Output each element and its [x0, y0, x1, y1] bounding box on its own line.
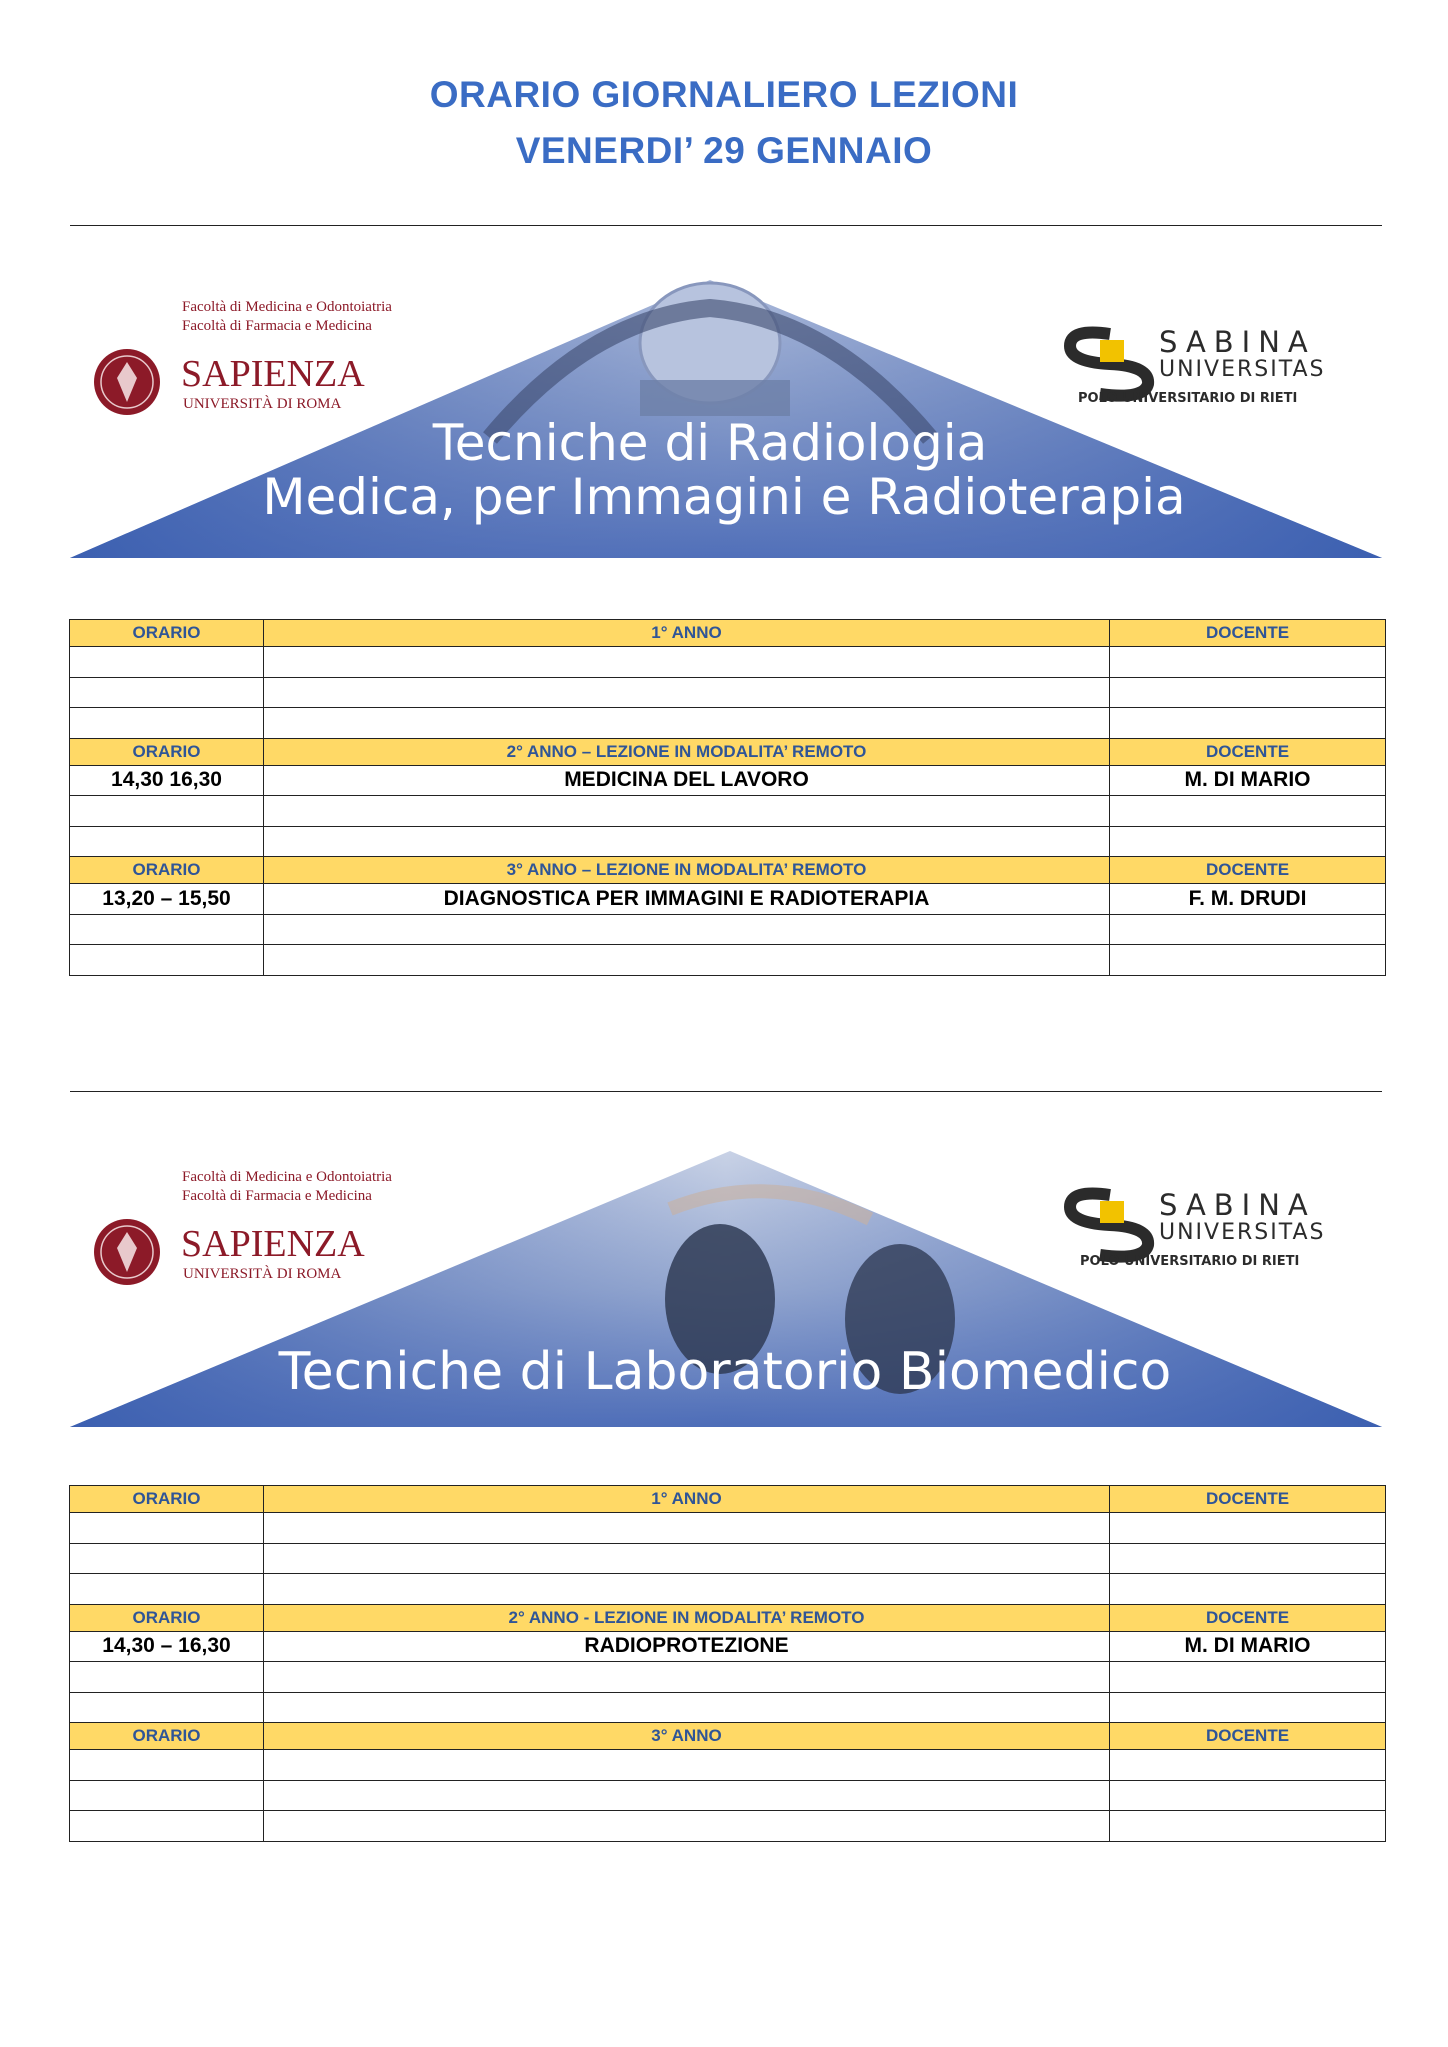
col-orario: ORARIO — [70, 857, 264, 884]
cell-orario: 13,20 – 15,50 — [70, 884, 264, 915]
sapienza-seal-icon — [94, 349, 160, 415]
col-year: 1° ANNO — [264, 620, 1110, 647]
sabina-logo-icon — [1070, 333, 1148, 396]
faculty-line2: Facoltà di Farmacia e Medicina — [182, 318, 372, 334]
table-header-row — [70, 1486, 1386, 1513]
table-row — [70, 1574, 1386, 1605]
table-row — [70, 914, 1386, 945]
sabina-line1: SABINA — [1159, 1188, 1316, 1222]
cell-orario — [70, 677, 264, 708]
cell-lezione — [264, 647, 1110, 678]
table-row — [70, 1543, 1386, 1574]
table-row — [70, 765, 1386, 796]
col-orario: ORARIO — [70, 738, 264, 765]
cell-lezione — [264, 914, 1110, 945]
cell-orario — [70, 1662, 264, 1693]
cell-docente — [1110, 1662, 1386, 1693]
cell-docente — [1110, 1811, 1386, 1842]
cell-orario — [70, 708, 264, 739]
table-row — [70, 708, 1386, 739]
course-title-line1: Tecniche di Radiologia — [432, 414, 988, 472]
scanner-bed-shape — [640, 380, 790, 416]
col-year: 2° ANNO - LEZIONE IN MODALITA’ REMOTO — [264, 1604, 1110, 1631]
cell-lezione: DIAGNOSTICA PER IMMAGINI E RADIOTERAPIA — [264, 884, 1110, 915]
cell-orario — [70, 1543, 264, 1574]
table-row — [70, 1692, 1386, 1723]
course-title-line1: Tecniche di Laboratorio Biomedico — [278, 1342, 1172, 1402]
table-row — [70, 647, 1386, 678]
cell-lezione — [264, 826, 1110, 857]
sapienza-name: SAPIENZA — [181, 1223, 365, 1265]
cell-lezione — [264, 677, 1110, 708]
table-row — [70, 884, 1386, 915]
cell-docente — [1110, 677, 1386, 708]
cell-orario — [70, 1574, 264, 1605]
sapienza-subtitle: UNIVERSITÀ DI ROMA — [183, 396, 342, 412]
schedule-table-laboratorio — [69, 1485, 1386, 1842]
cell-docente — [1110, 708, 1386, 739]
table-header-row — [70, 1723, 1386, 1750]
cell-orario — [70, 1513, 264, 1544]
cell-lezione — [264, 945, 1110, 976]
col-docente: DOCENTE — [1110, 857, 1386, 884]
table-row — [70, 1750, 1386, 1781]
table-row — [70, 796, 1386, 827]
cell-lezione: RADIOPROTEZIONE — [264, 1631, 1110, 1662]
col-docente: DOCENTE — [1110, 1723, 1386, 1750]
cell-lezione — [264, 1543, 1110, 1574]
cell-orario — [70, 1811, 264, 1842]
sabina-logo-icon — [1070, 1194, 1148, 1257]
cell-lezione: MEDICINA DEL LAVORO — [264, 765, 1110, 796]
sapienza-name: SAPIENZA — [181, 353, 365, 395]
divider — [70, 1091, 1382, 1092]
cell-lezione — [264, 1780, 1110, 1811]
cell-lezione — [264, 1574, 1110, 1605]
cell-docente — [1110, 1574, 1386, 1605]
table-row — [70, 1631, 1386, 1662]
col-year: 2° ANNO – LEZIONE IN MODALITA’ REMOTO — [264, 738, 1110, 765]
table-row — [70, 1811, 1386, 1842]
cell-orario — [70, 826, 264, 857]
sapienza-seal-icon — [94, 1219, 160, 1285]
cell-lezione — [264, 1811, 1110, 1842]
col-year: 1° ANNO — [264, 1486, 1110, 1513]
cell-docente — [1110, 1513, 1386, 1544]
sabina-line3: POLO UNIVERSITARIO DI RIETI — [1078, 391, 1298, 406]
col-year: 3° ANNO — [264, 1723, 1110, 1750]
schedule-table-radiologia — [69, 619, 1386, 976]
cell-lezione — [264, 796, 1110, 827]
col-orario: ORARIO — [70, 1604, 264, 1631]
table-row — [70, 677, 1386, 708]
col-docente: DOCENTE — [1110, 1604, 1386, 1631]
page-title-line1: ORARIO GIORNALIERO LEZIONI — [429, 74, 1019, 115]
sapienza-subtitle: UNIVERSITÀ DI ROMA — [183, 1266, 342, 1282]
cell-lezione — [264, 1513, 1110, 1544]
course-banner-laboratorio — [70, 1149, 1382, 1429]
cell-orario — [70, 914, 264, 945]
table-header-row — [70, 738, 1386, 765]
cell-docente — [1110, 914, 1386, 945]
col-docente: DOCENTE — [1110, 738, 1386, 765]
table-row — [70, 826, 1386, 857]
cell-docente — [1110, 1692, 1386, 1723]
table-row — [70, 1513, 1386, 1544]
divider — [70, 225, 1382, 226]
sabina-line2: UNIVERSITAS — [1159, 1220, 1326, 1245]
cell-orario — [70, 647, 264, 678]
cell-orario: 14,30 – 16,30 — [70, 1631, 264, 1662]
cell-docente — [1110, 1543, 1386, 1574]
col-orario: ORARIO — [70, 1723, 264, 1750]
cell-orario — [70, 945, 264, 976]
cell-docente: M. DI MARIO — [1110, 1631, 1386, 1662]
course-banner-radiologia — [70, 278, 1382, 560]
faculty-line1: Facoltà di Medicina e Odontoiatria — [182, 1169, 392, 1185]
cell-lezione — [264, 1750, 1110, 1781]
cell-orario — [70, 796, 264, 827]
cell-lezione — [264, 1662, 1110, 1693]
cell-lezione — [264, 1692, 1110, 1723]
cell-orario: 14,30 16,30 — [70, 765, 264, 796]
banner-graphic — [70, 1149, 1382, 1429]
table-row — [70, 1780, 1386, 1811]
banner-graphic — [70, 278, 1382, 560]
cell-docente — [1110, 945, 1386, 976]
cell-lezione — [264, 708, 1110, 739]
col-docente: DOCENTE — [1110, 620, 1386, 647]
cell-orario — [70, 1780, 264, 1811]
page-title-line2: VENERDI’ 29 GENNAIO — [515, 130, 933, 171]
table-header-row — [70, 1604, 1386, 1631]
cell-docente — [1110, 796, 1386, 827]
faculty-line2: Facoltà di Farmacia e Medicina — [182, 1188, 372, 1204]
cell-orario — [70, 1692, 264, 1723]
col-year: 3° ANNO – LEZIONE IN MODALITA’ REMOTO — [264, 857, 1110, 884]
table-header-row — [70, 620, 1386, 647]
col-docente: DOCENTE — [1110, 1486, 1386, 1513]
sabina-line2: UNIVERSITAS — [1159, 357, 1326, 382]
table-header-row — [70, 857, 1386, 884]
cell-docente — [1110, 826, 1386, 857]
table-row — [70, 945, 1386, 976]
faculty-line1: Facoltà di Medicina e Odontoiatria — [182, 299, 392, 315]
course-title-line2: Medica, per Immagini e Radioterapia — [262, 468, 1186, 526]
sabina-line3: POLO UNIVERSITARIO DI RIETI — [1080, 1254, 1300, 1269]
cell-docente — [1110, 1750, 1386, 1781]
cell-docente: F. M. DRUDI — [1110, 884, 1386, 915]
table-row — [70, 1662, 1386, 1693]
cell-docente — [1110, 647, 1386, 678]
cell-docente: M. DI MARIO — [1110, 765, 1386, 796]
cell-docente — [1110, 1780, 1386, 1811]
sabina-line1: SABINA — [1159, 325, 1316, 359]
col-orario: ORARIO — [70, 1486, 264, 1513]
cell-orario — [70, 1750, 264, 1781]
col-orario: ORARIO — [70, 620, 264, 647]
